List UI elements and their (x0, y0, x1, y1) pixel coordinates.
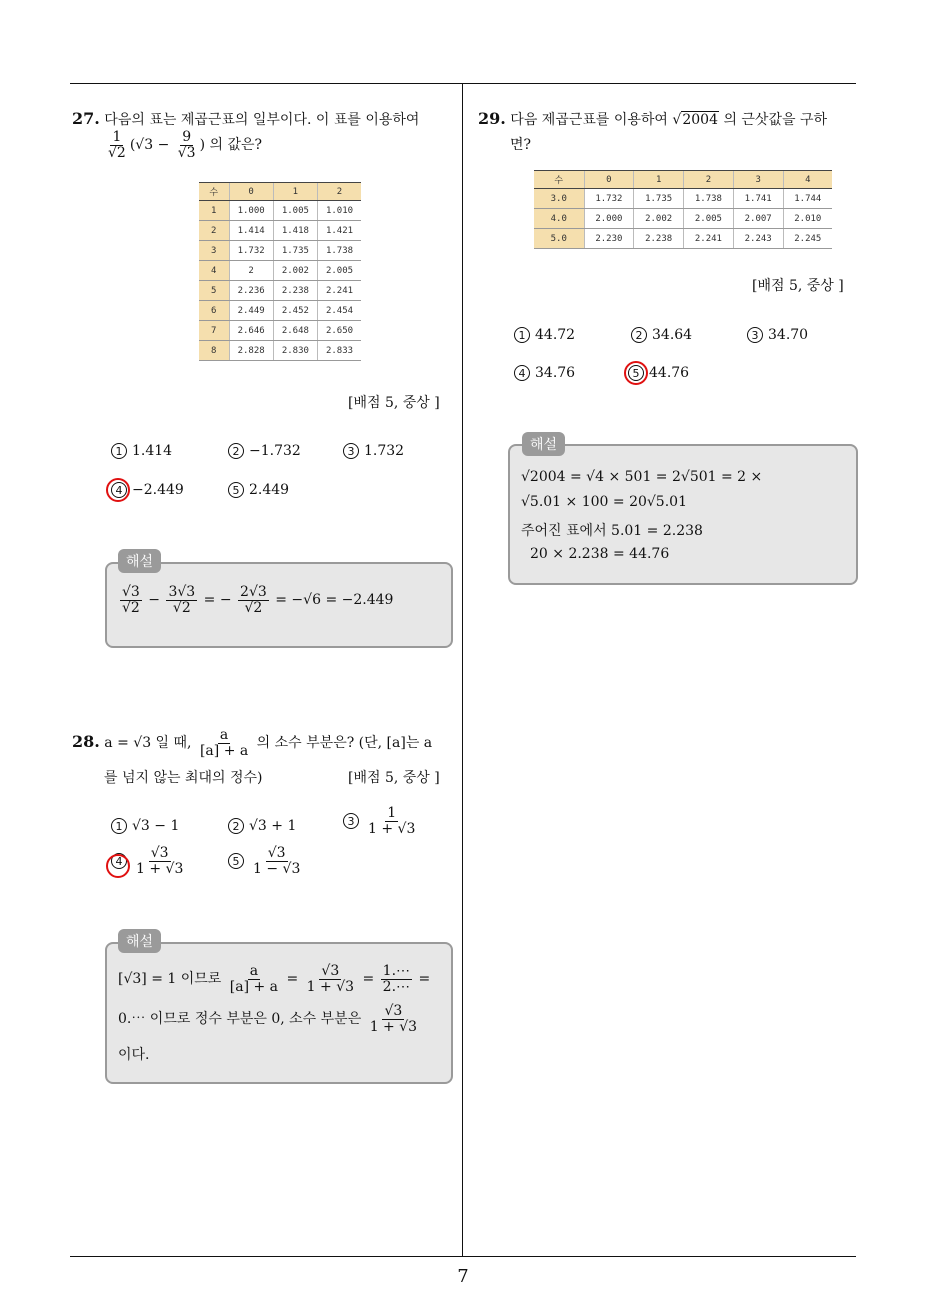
q27-table-cell: 2.833 (318, 341, 362, 361)
q29-table-cell: 2.238 (634, 229, 684, 249)
choice-fraction (134, 846, 185, 876)
q29-table-cell: 2.000 (584, 209, 634, 229)
q27-row-label: 7 (199, 321, 229, 341)
q27-table-cell: 2.002 (273, 261, 317, 281)
q27-table-row (199, 221, 361, 241)
sol-frac (381, 964, 412, 994)
bottom-rule (70, 1256, 856, 1257)
frac-num: 1.⋯ (382, 963, 411, 979)
frac-den: [a] + a (229, 978, 279, 995)
q27-table-cell: 2.650 (318, 321, 362, 341)
q27-row-label: 8 (199, 341, 229, 361)
sol-frac (305, 964, 356, 994)
q29-table-cell: 1.744 (783, 189, 832, 209)
q27-th: 1 (273, 183, 317, 201)
choice-fraction (366, 806, 417, 836)
q29-row-label: 4.0 (534, 209, 584, 229)
q29-text-b: 의 근삿값을 구하 (723, 112, 828, 128)
q27-choice-2[interactable] (228, 443, 301, 459)
q29-solution-line-4: 20 × 2.238 = 44.76 (530, 546, 670, 562)
sol-text: [√3] = 1 이므로 (118, 971, 222, 988)
choice-text: 2.449 (249, 482, 290, 498)
q28-solution-line-1 (118, 964, 430, 994)
q29-th: 3 (733, 171, 783, 189)
q29-table-cell: 1.732 (584, 189, 634, 209)
frac-den: [a] + a (199, 742, 249, 759)
choice-text: 44.76 (649, 365, 690, 381)
choice-number: 5 (628, 365, 644, 381)
choice-number: 2 (631, 327, 647, 343)
q28-text-a: a = √3 일 때, (104, 735, 192, 752)
q27-th: 0 (229, 183, 273, 201)
choice-number: 1 (111, 443, 127, 459)
q28-fraction (198, 728, 250, 758)
choice-number: 4 (111, 482, 127, 498)
q27-th: 수 (199, 183, 229, 201)
q27-table-cell: 2.452 (273, 301, 317, 321)
choice-number: 3 (343, 813, 359, 829)
q29-solution-line-2: √5.01 × 100 = 20√5.01 (521, 494, 687, 510)
choice-number: 3 (747, 327, 763, 343)
frac-num: 3√3 (168, 584, 196, 600)
q27-table-cell: 2.236 (229, 281, 273, 301)
q28-choice-5[interactable] (228, 846, 304, 876)
q27-score: [배점 5, 중상 ] (348, 395, 440, 411)
q27-table-cell: 2.648 (273, 321, 317, 341)
frac-num: √3 (122, 584, 140, 600)
q27-row-label: 6 (199, 301, 229, 321)
q29-solution-line-1: √2004 = √4 × 501 = 2√501 = 2 × (521, 469, 763, 485)
q29-table-cell: 2.010 (783, 209, 832, 229)
operator: = (418, 971, 431, 988)
q28-stem-2: 를 넘지 않는 최대의 정수) (104, 770, 263, 786)
sol-frac (166, 585, 197, 615)
choice-text: √3 + 1 (249, 818, 297, 834)
q29-th: 2 (684, 171, 734, 189)
choice-text: 34.70 (768, 327, 809, 343)
choice-text: −2.449 (132, 482, 184, 498)
frac-num: a (219, 727, 229, 743)
top-rule (70, 83, 856, 84)
q29-stem-2: 면? (510, 137, 532, 153)
q27-table-row (199, 341, 361, 361)
q27-table-header-row (199, 183, 361, 201)
q27-table-cell: 1.421 (318, 221, 362, 241)
q29-table-row (534, 189, 832, 209)
operator: = (286, 971, 299, 988)
frac-den: 1 + √3 (306, 978, 355, 995)
q27-table-row (199, 261, 361, 281)
q28-solution-line-3: 이다. (118, 1047, 150, 1063)
q27-row-label: 4 (199, 261, 229, 281)
q27-number: 27. (72, 109, 100, 128)
q27-choice-3[interactable] (343, 443, 404, 459)
q27-coef-num: 1 (112, 129, 122, 145)
choice-number: 5 (228, 482, 244, 498)
q29-table-cell: 2.245 (783, 229, 832, 249)
frac-num: a (249, 963, 259, 979)
q28-choice-3[interactable] (343, 806, 419, 836)
sol-frac (368, 1004, 419, 1034)
frac-num: √3 (150, 845, 169, 861)
q27-solution-tag: 해설 (118, 549, 161, 573)
q29-number: 29. (478, 109, 506, 128)
frac-num: √3 (267, 845, 286, 861)
choice-text: 34.76 (535, 365, 576, 381)
choice-text: 34.64 (652, 327, 693, 343)
q27-row-label: 5 (199, 281, 229, 301)
sol-frac (228, 964, 280, 994)
q27-table-cell: 2.828 (229, 341, 273, 361)
q29-choice-2[interactable] (631, 327, 692, 343)
q29-solution-line-3: 주어진 표에서 5.01 = 2.238 (521, 523, 703, 539)
q29-table-cell: 2.002 (634, 209, 684, 229)
q27-text: 다음의 표는 제곱근표의 일부이다. 이 표를 이용하여 (104, 112, 420, 128)
q27-table-cell: 2.646 (229, 321, 273, 341)
q27-table-cell: 2.454 (318, 301, 362, 321)
q27-expr-tail: ) 의 값은? (199, 137, 263, 154)
q27-row-label: 1 (199, 201, 229, 221)
q27-table-cell: 1.414 (229, 221, 273, 241)
q29-th: 0 (584, 171, 634, 189)
answer-mark-icon (624, 361, 648, 385)
q27-expression (104, 130, 262, 160)
choice-text: 1.732 (364, 443, 405, 459)
q27-row-label: 2 (199, 221, 229, 241)
frac-den: 1 − √3 (253, 860, 301, 877)
frac-den: 1 + √3 (136, 860, 184, 877)
q27-stem (72, 109, 419, 129)
q27-table-row (199, 281, 361, 301)
q29-table-cell: 2.007 (733, 209, 783, 229)
q29-row-label: 5.0 (534, 229, 584, 249)
q28-choice-2[interactable] (228, 818, 296, 834)
q29-solution-box (508, 444, 858, 585)
q27-row-label: 3 (199, 241, 229, 261)
q27-solution-line (118, 585, 393, 615)
choice-number: 3 (343, 443, 359, 459)
q27-sqrt-table (199, 182, 361, 361)
q27-paren-open: (√3 − (129, 137, 170, 154)
operator: = − (203, 592, 232, 609)
frac-den: √2 (122, 599, 140, 616)
q29-table-cell: 2.243 (733, 229, 783, 249)
frac-den: √2 (244, 599, 263, 616)
q29-radical: √2004 (672, 112, 718, 128)
sol-frac (120, 585, 142, 615)
sol-text: 0.⋯ 이므로 정수 부분은 0, 소수 부분은 (118, 1011, 362, 1028)
frac-num: 1 (387, 805, 397, 821)
q27-table-cell: 1.005 (273, 201, 317, 221)
q29-table-cell: 2.241 (684, 229, 734, 249)
frac-num: √3 (384, 1003, 403, 1019)
choice-number: 2 (228, 443, 244, 459)
q27-table-cell: 2.238 (273, 281, 317, 301)
q27-table-row (199, 301, 361, 321)
q29-radicand: 2004 (682, 112, 718, 128)
q29-choice-1[interactable] (514, 327, 575, 343)
q29-table-cell: 1.735 (634, 189, 684, 209)
frac-den: √2 (172, 599, 191, 616)
choice-number: 1 (514, 327, 530, 343)
q28-number: 28. (72, 732, 100, 752)
sol-frac (238, 585, 269, 615)
q28-solution-tag: 해설 (118, 929, 161, 953)
choice-number: 2 (228, 818, 244, 834)
q27-table-cell: 2.830 (273, 341, 317, 361)
q29-text-a: 다음 제곱근표를 이용하여 (510, 112, 668, 128)
q28-score: [배점 5, 중상 ] (348, 770, 440, 786)
q27-inner-fraction (176, 130, 198, 160)
choice-text: 1.414 (132, 443, 173, 459)
q27-coef-fraction (106, 130, 128, 160)
choice-fraction (251, 846, 302, 876)
q27-frac-num: 9 (182, 129, 192, 145)
q27-table-cell: 1.000 (229, 201, 273, 221)
choice-text: √3 − 1 (132, 818, 180, 834)
frac-num: 2√3 (240, 584, 267, 600)
q29-sqrt-table (534, 170, 832, 249)
frac-den: 1 + √3 (369, 1018, 418, 1035)
q27-th: 2 (318, 183, 362, 201)
choice-text: −1.732 (249, 443, 301, 459)
q29-choice-4[interactable] (514, 365, 575, 381)
choice-number: 1 (111, 818, 127, 834)
q29-table-row (534, 229, 832, 249)
sol-result: = −√6 = −2.449 (275, 592, 394, 609)
q27-table-row (199, 321, 361, 341)
operator: = (362, 971, 375, 988)
q27-choice-5[interactable] (228, 482, 289, 498)
q29-th: 4 (783, 171, 832, 189)
q27-table-cell: 1.735 (273, 241, 317, 261)
q27-table-cell: 1.010 (318, 201, 362, 221)
choice-number: 4 (111, 853, 127, 869)
q29-stem (478, 109, 827, 129)
q27-choice-1[interactable] (111, 443, 172, 459)
q27-table-cell: 1.738 (318, 241, 362, 261)
q29-solution-tag: 해설 (522, 432, 565, 456)
answer-mark-icon (106, 854, 130, 878)
q27-table-cell: 1.732 (229, 241, 273, 261)
q29-choice-3[interactable] (747, 327, 808, 343)
choice-number: 5 (228, 853, 244, 869)
q28-stem (72, 728, 432, 758)
choice-number: 4 (514, 365, 530, 381)
q29-th: 1 (634, 171, 684, 189)
q27-coef-den: √2 (108, 144, 126, 161)
q28-choice-1[interactable] (111, 818, 179, 834)
q29-table-cell: 1.741 (733, 189, 783, 209)
q27-table-row (199, 241, 361, 261)
frac-den: 2.⋯ (382, 978, 411, 995)
frac-den: 1 + √3 (368, 820, 416, 837)
q27-table-row (199, 201, 361, 221)
q27-table-cell: 1.418 (273, 221, 317, 241)
operator: − (148, 592, 161, 609)
q29-table-cell: 1.738 (684, 189, 734, 209)
q27-table-cell: 2.005 (318, 261, 362, 281)
q29-table-cell: 2.230 (584, 229, 634, 249)
q28-text-b: 의 소수 부분은? (단, [a]는 a (256, 735, 433, 752)
choice-text: 44.72 (535, 327, 576, 343)
q29-table-header-row (534, 171, 832, 189)
answer-mark-icon (106, 478, 130, 502)
column-divider (462, 84, 463, 1256)
q29-table-cell: 2.005 (684, 209, 734, 229)
q29-table-row (534, 209, 832, 229)
q27-table-cell: 2.241 (318, 281, 362, 301)
q27-frac-den: √3 (177, 144, 196, 161)
frac-num: √3 (321, 963, 340, 979)
q28-solution-line-2 (118, 1004, 421, 1034)
q27-table-cell: 2 (229, 261, 273, 281)
q29-row-label: 3.0 (534, 189, 584, 209)
q29-th: 수 (534, 171, 584, 189)
page-number: 7 (457, 1266, 469, 1287)
q27-table-cell: 2.449 (229, 301, 273, 321)
q29-score: [배점 5, 중상 ] (752, 278, 844, 294)
